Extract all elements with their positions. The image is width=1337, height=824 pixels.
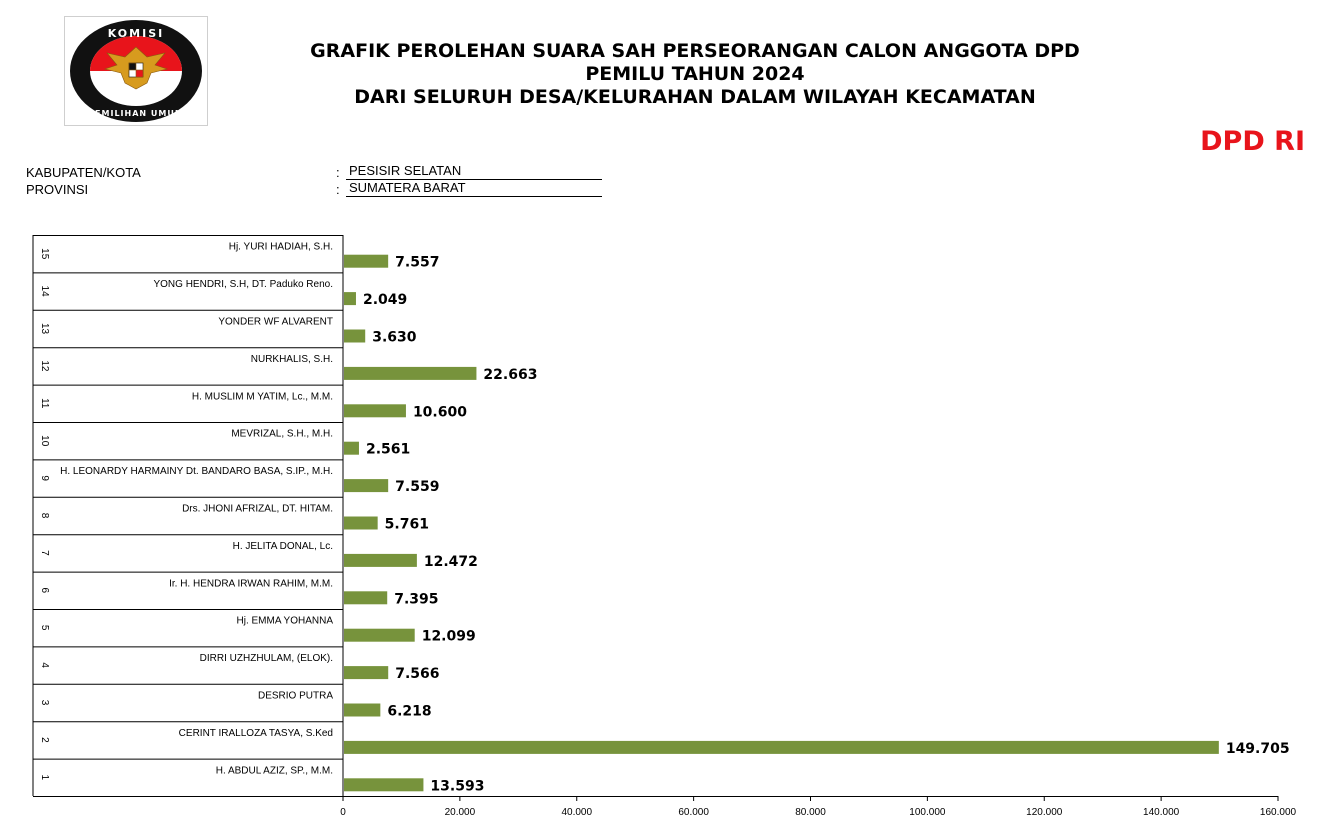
- data-label: 3.630: [372, 329, 417, 346]
- x-tick-label: 0: [340, 807, 346, 818]
- category-number: 11: [39, 398, 50, 409]
- category-number: 14: [39, 285, 50, 297]
- category-name: DESRIO PUTRA: [257, 690, 333, 702]
- category-name: MEVRIZAL, S.H., M.H.: [231, 428, 333, 440]
- category-number: 8: [39, 512, 50, 519]
- category-number: 5: [39, 624, 50, 631]
- category-number: 4: [39, 662, 50, 668]
- category-number: 13: [39, 322, 50, 335]
- title-line-2: PEMILU TAHUN 2024: [585, 63, 805, 85]
- data-label: 12.472: [423, 553, 478, 570]
- bar: [344, 517, 378, 530]
- category-name: Hj. YURI HADIAH, S.H.: [228, 241, 333, 253]
- x-tick-label: 80.000: [795, 807, 826, 818]
- category-name: Drs. JHONI AFRIZAL, DT. HITAM.: [182, 503, 333, 515]
- title-line-3: DARI SELURUH DESA/KELURAHAN DALAM WILAYAH KECAMATAN: [354, 86, 1036, 108]
- data-label: 22.663: [483, 366, 538, 383]
- provinsi-value: SUMATERA BARAT: [346, 180, 602, 197]
- data-label: 7.559: [395, 479, 440, 496]
- category-number: 3: [39, 699, 50, 706]
- provinsi-label: PROVINSI: [26, 182, 89, 197]
- category-number: 10: [39, 435, 50, 447]
- bar: [344, 367, 476, 380]
- category-name: DIRRI UZHZHULAM, (ELOK).: [199, 653, 333, 665]
- data-label: 10.600: [412, 404, 467, 421]
- bar: [344, 741, 1219, 754]
- bar: [344, 442, 359, 455]
- bar: [344, 330, 365, 343]
- x-tick-label: 140.000: [1143, 807, 1180, 818]
- category-name: H. ABDUL AZIZ, SP., M.M.: [215, 765, 333, 777]
- bar: [344, 255, 388, 268]
- category-number: 7: [39, 550, 50, 556]
- data-label: 149.705: [1225, 740, 1290, 757]
- category-number: 1: [39, 774, 50, 781]
- data-label: 2.561: [365, 441, 411, 458]
- category-name: H. MUSLIM M YATIM, Lc., M.M.: [191, 391, 333, 403]
- x-tick-label: 160.000: [1259, 807, 1297, 818]
- x-tick-label: 60.000: [678, 807, 709, 818]
- data-label: 13.593: [430, 778, 485, 795]
- bar: [344, 704, 380, 717]
- category-name: CERINT IRALLOZA TASYA, S.Ked: [178, 727, 333, 739]
- kabupaten-separator: :: [336, 165, 340, 180]
- bar: [344, 629, 415, 642]
- category-name: NURKHALIS, S.H.: [250, 353, 333, 365]
- kabupaten-value: PESISIR SELATAN: [346, 163, 602, 180]
- x-tick-label: 120.000: [1026, 807, 1063, 818]
- provinsi-separator: :: [336, 182, 340, 197]
- category-name: H. JELITA DONAL, Lc.: [232, 540, 333, 552]
- x-tick-label: 100.000: [909, 807, 946, 818]
- data-label: 7.395: [394, 591, 439, 608]
- category-number: 12: [39, 360, 50, 372]
- category-name: YONDER WF ALVARENT: [218, 316, 333, 328]
- logo-top-text: KOMISI: [107, 27, 165, 40]
- category-name: H. LEONARDY HARMAINY Dt. BANDARO BASA, S.IP., M.H.: [60, 466, 333, 478]
- category-name: Hj. EMMA YOHANNA: [236, 615, 333, 627]
- bar: [344, 666, 388, 679]
- category-number: 9: [39, 475, 50, 481]
- bar: [344, 778, 423, 791]
- bar: [344, 554, 417, 567]
- data-label: 7.566: [395, 666, 440, 683]
- data-label: 12.099: [421, 628, 476, 645]
- category-number: 15: [39, 248, 50, 260]
- data-label: 6.218: [387, 703, 432, 720]
- kabupaten-label: KABUPATEN/KOTA: [26, 165, 141, 180]
- data-label: 5.761: [384, 516, 429, 533]
- data-label: 7.557: [395, 254, 440, 271]
- bar: [344, 591, 387, 604]
- category-name: YONG HENDRI, S.H, DT. Paduko Reno.: [153, 279, 333, 291]
- category-name: Ir. H. HENDRA IRWAN RAHIM, M.M.: [169, 578, 333, 590]
- logo-bottom-text: PEMILIHAN UMUM: [88, 109, 184, 118]
- category-number: 6: [39, 587, 50, 594]
- bar: [344, 479, 388, 492]
- dpd-ri-tag: DPD RI: [1200, 126, 1305, 157]
- bar: [344, 292, 356, 305]
- title-line-1: GRAFIK PEROLEHAN SUARA SAH PERSEORANGAN CALON ANGGOTA DPD: [310, 40, 1080, 62]
- bar: [344, 404, 406, 417]
- category-number: 2: [39, 737, 50, 743]
- x-tick-label: 20.000: [444, 807, 476, 818]
- x-tick-label: 40.000: [561, 807, 593, 818]
- data-label: 2.049: [362, 292, 408, 309]
